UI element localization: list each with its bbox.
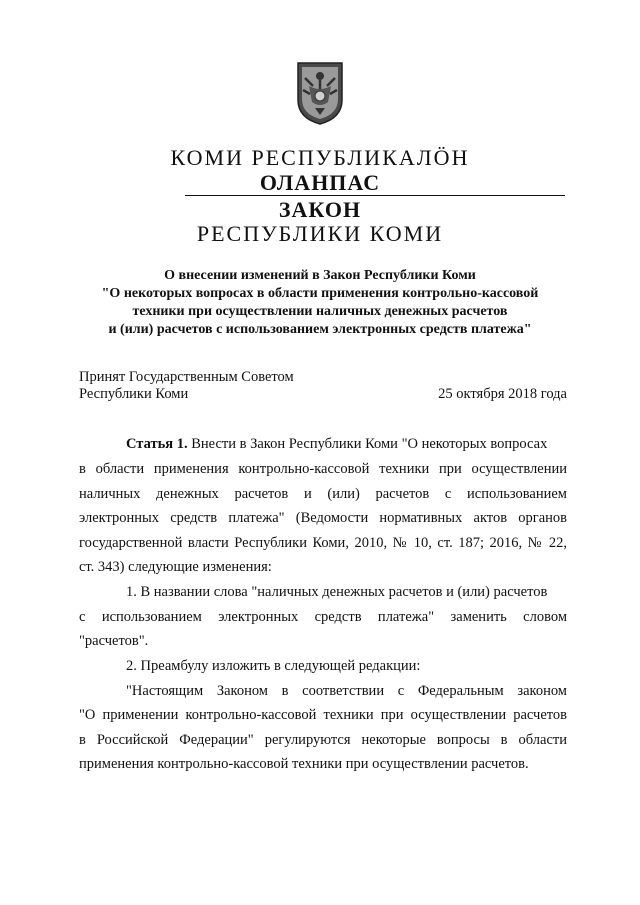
item-1-line: 1. В названии слова "наличных денежных расчетов и (или) расчетов xyxy=(126,584,548,600)
adopted-by-line: Республики Коми xyxy=(79,386,189,402)
article-1-first-line xyxy=(126,436,567,453)
header-divider xyxy=(185,195,565,196)
preamble-line: в Российской Федерации" регулируются некоторые вопросы в области xyxy=(79,732,567,748)
preamble-line: "Настоящим Законом в соответствии с Федеральным законом xyxy=(126,683,567,699)
article-1-line: электронных средств платежа" (Ведомости нормативных актов органов xyxy=(79,510,567,526)
article-text: Внести в Закон Республики Коми "О некоторых вопросах xyxy=(187,436,548,452)
komi-language-title: КОМИ РЕСПУБЛИКАЛÖН xyxy=(170,145,470,170)
item-2-line: 2. Преамбулу изложить в следующей редакции: xyxy=(126,658,421,674)
adopted-by-line: Принят Государственным Советом xyxy=(79,369,294,385)
republic-title: РЕСПУБЛИКИ КОМИ xyxy=(196,221,444,246)
article-1-line: государственной власти Республики Коми, 2010, № 10, ст. 187; 2016, № 22, xyxy=(79,535,567,551)
preamble-line: "О применении контрольно-кассовой техники при осуществлении расчетов xyxy=(79,707,567,723)
article-1-line: ст. 343) следующие изменения: xyxy=(79,559,272,575)
article-1-line: наличных денежных расчетов и (или) расчетов с использованием xyxy=(79,486,567,502)
law-subject-line: техники при осуществлении наличных денежных расчетов xyxy=(132,304,508,319)
law-subject-line: и (или) расчетов с использованием электронных средств платежа" xyxy=(108,322,532,337)
law-title: ЗАКОН xyxy=(278,197,362,222)
article-1-line: в области применения контрольно-кассовой техники при осуществлении xyxy=(79,461,567,477)
adoption-date: 25 октября 2018 года xyxy=(438,386,567,402)
olanpas-title: ОЛАНПАС xyxy=(259,170,381,195)
law-subject-line: "О некоторых вопросах в области применения контрольно-кассовой xyxy=(101,286,539,301)
item-1-line: с использованием электронных средств платежа" заменить словом xyxy=(79,609,567,625)
preamble-line: применения контрольно-кассовой техники при осуществлении расчетов. xyxy=(79,756,529,772)
law-subject-line: О внесении изменений в Закон Республики Коми xyxy=(164,268,476,283)
item-1-line: "расчетов". xyxy=(79,633,149,649)
article-label: Статья 1. xyxy=(126,436,188,452)
coat-of-arms-emblem xyxy=(295,60,345,126)
